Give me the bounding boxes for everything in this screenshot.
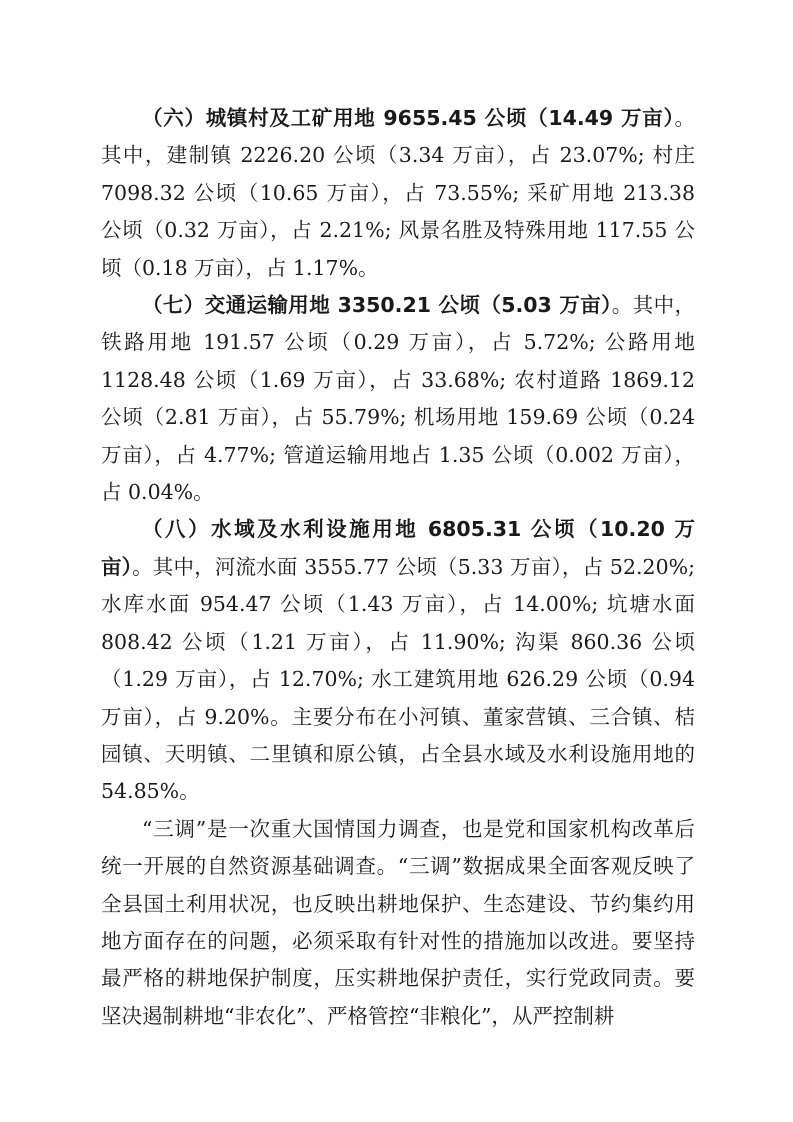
document-page (101, 100, 695, 1035)
paragraph-survey-summary (101, 811, 695, 1035)
heading-water-land: （八）水域及水利设施用地 6805.31 公顷（10.20 万亩） (101, 517, 695, 579)
paragraph-water-land (101, 511, 695, 810)
body-water-land: 。其中，河流水面 3555.77 公顷（5.33 万亩），占 52.20%; 水库水面 954.47 公顷（1.43 万亩），占 14.00%; 坑塘水面 808.42 公顷（1.21 万亩），占 11.90%; 沟渠 860.36 公顷（1.29 万亩），占 12.70%; 水工建筑用地 626.29 公顷（0.94 万亩），占 9.20%。主要分布在小河镇、董家营镇、三合镇、桔园镇、天明镇、二里镇和原公镇，占全县水域及水利设施用地的 54.85%。 (101, 554, 695, 804)
paragraph-transport-land (101, 287, 695, 511)
heading-transport-land: （七）交通运输用地 3350.21 公顷（5.03 万亩） (142, 293, 612, 318)
paragraph-urban-land (101, 100, 695, 287)
heading-urban-land: （六）城镇村及工矿用地 9655.45 公顷（14.49 万亩） (142, 106, 675, 130)
body-urban-land: 。其中，建制镇 2226.20 公顷（3.34 万亩），占 23.07%; 村庄 7098.32 公顷（10.65 万亩），占 73.55%; 采矿用地 213.38 公顷（0.32 万亩），占 2.21%; 风景名胜及特殊用地 117.55 公顷（0.18 万亩），占 1.17%。 (101, 106, 695, 280)
body-transport-land: 。其中，铁路用地 191.57 公顷（0.29 万亩），占 5.72%; 公路用地 1128.48 公顷（1.69 万亩），占 33.68%; 农村道路 1869.12 公顷（2.81 万亩），占 55.79%; 机场用地 159.69 公顷（0.24 万亩），占 4.77%; 管道运输用地占 1.35 公顷（0.002 万亩），占 0.04%。 (101, 293, 695, 505)
body-survey-summary: “三调”是一次重大国情国力调查，也是党和国家机构改革后统一开展的自然资源基础调查。“三调”数据成果全面客观反映了全县国土利用状况，也反映出耕地保护、生态建设、节约集约用地方面存在的问题，必须采取有针对性的措施加以改进。要坚持最严格的耕地保护制度，压实耕地保护责任，实行党政同责。要坚决遏制耕地“非农化”、严格管控“非粮化”，从严控制耕 (101, 816, 695, 1028)
